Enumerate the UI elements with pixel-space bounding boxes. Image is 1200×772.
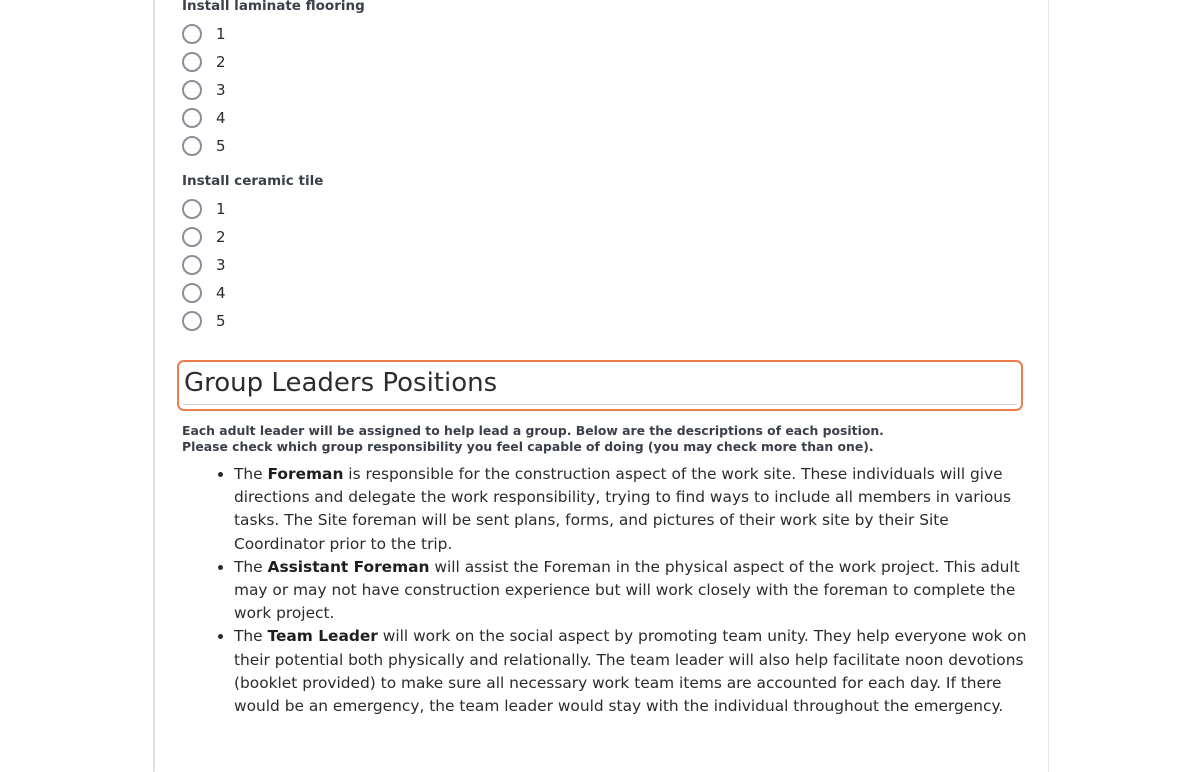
intro-line-1: Each adult leader will be assigned to help lead a group. Below are the descriptions of each position. [182,423,884,438]
positions-list [212,463,1044,718]
role-name: Team Leader [267,627,378,646]
option-label: 1 [216,25,226,43]
option-label: 5 [216,137,226,155]
list-item-team-leader [234,625,1044,718]
option-label: 3 [216,81,226,99]
option-laminate-2[interactable] [182,50,226,74]
role-name: Foreman [267,465,344,483]
left-gutter [0,0,155,772]
option-laminate-3[interactable] [182,78,226,102]
section-header-group-leaders[interactable] [177,360,1023,411]
radio-button[interactable] [182,199,202,219]
option-ceramic-1[interactable] [182,197,226,221]
radio-button[interactable] [182,24,202,44]
list-item-assistant-foreman [234,556,1044,626]
item-description: will assist the Foreman in the physical aspect of the work project. This adult may or may not have construction experience but will work closely with the foreman to complete the work project. [234,557,1020,623]
option-label: 2 [216,53,226,71]
option-label: 1 [216,200,226,218]
intro-line-2: Please check which group responsibility you feel capable of doing (you may check more than one). [182,439,874,454]
option-label: 4 [216,284,226,302]
section-title: Group Leaders Positions [184,368,498,398]
option-laminate-4[interactable] [182,106,226,130]
option-laminate-1[interactable] [182,22,226,46]
question-title-laminate: Install laminate flooring [182,0,365,14]
list-item-foreman [234,463,1044,556]
option-ceramic-2[interactable] [182,225,226,249]
item-prefix: The [234,627,268,646]
radio-button[interactable] [182,311,202,331]
item-prefix: The [234,465,268,483]
item-description: is responsible for the construction aspect of the work site. These individuals will give directions and delegate the work responsibility, trying to find ways to include all members in various tasks. The Site foreman will be sent plans, forms, and pictures of their work site by their Site Coordinator prior to the trip. [234,465,1012,553]
radio-button[interactable] [182,52,202,72]
radio-button[interactable] [182,255,202,275]
option-label: 4 [216,109,226,127]
radio-button[interactable] [182,227,202,247]
question-title-ceramic: Install ceramic tile [182,173,324,189]
item-prefix: The [234,557,268,576]
option-laminate-5[interactable] [182,134,226,158]
item-description: will work on the social aspect by promoting team unity. They help everyone wok on their potential both physically and relationally. The team leader will also help facilitate noon devotions (booklet provided) to make sure all necessary work team items are accounted for each day. If there would be an emergency, the team leader would stay with the individual throughout the emergency. [234,627,1027,716]
section-intro [182,423,1022,455]
radio-button[interactable] [182,283,202,303]
role-name: Assistant Foreman [267,557,430,576]
option-label: 5 [216,312,226,330]
radio-button[interactable] [182,108,202,128]
radio-button[interactable] [182,80,202,100]
right-gutter [1048,0,1200,772]
option-label: 2 [216,228,226,246]
title-underline [183,404,1017,405]
radio-button[interactable] [182,136,202,156]
option-ceramic-5[interactable] [182,309,226,333]
option-label: 3 [216,256,226,274]
option-ceramic-4[interactable] [182,281,226,305]
option-ceramic-3[interactable] [182,253,226,277]
